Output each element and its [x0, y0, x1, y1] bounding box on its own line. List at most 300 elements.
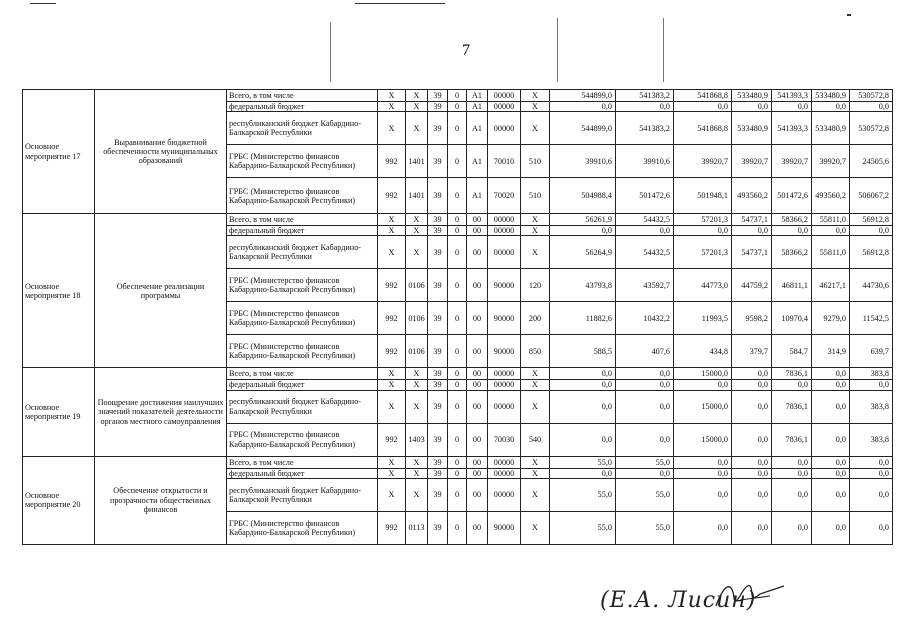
code-cell: Х: [378, 236, 406, 269]
amount-cell: 58366,2: [772, 214, 812, 226]
code-cell: 39: [428, 269, 448, 302]
funding-source: ГРБС (Министерство финансов Кабардино-Балкарской Республики): [227, 511, 378, 544]
code-cell: 120: [521, 269, 550, 302]
amount-cell: 10432,2: [616, 302, 674, 335]
amount-cell: 0,0: [732, 468, 772, 478]
amount-cell: 0,0: [772, 478, 812, 511]
code-cell: 00: [467, 302, 488, 335]
event-label: Основное мероприятие 20: [23, 456, 95, 544]
code-cell: Х: [521, 456, 550, 468]
code-cell: 992: [378, 511, 406, 544]
table-row: [23, 456, 893, 468]
table-row: [23, 90, 893, 102]
code-cell: Х: [521, 368, 550, 380]
code-cell: 992: [378, 145, 406, 178]
amount-cell: 0,0: [550, 226, 616, 236]
code-cell: 00000: [488, 236, 521, 269]
code-cell: 992: [378, 269, 406, 302]
amount-cell: 55,0: [616, 511, 674, 544]
amount-cell: 541393,3: [772, 112, 812, 145]
code-cell: 0: [448, 335, 467, 368]
code-cell: 39: [428, 178, 448, 214]
code-cell: Х: [378, 456, 406, 468]
amount-cell: 0,0: [812, 390, 850, 423]
code-cell: Х: [521, 236, 550, 269]
amount-cell: 44759,2: [732, 269, 772, 302]
amount-cell: 0,0: [850, 478, 893, 511]
funding-source: ГРБС (Министерство финансов Кабардино-Балкарской Республики): [227, 145, 378, 178]
amount-cell: 44730,6: [850, 269, 893, 302]
code-cell: Х: [406, 226, 428, 236]
amount-cell: 0,0: [674, 478, 732, 511]
code-cell: Х: [521, 102, 550, 112]
amount-cell: 501472,6: [616, 178, 674, 214]
amount-cell: 15000,0: [674, 390, 732, 423]
amount-cell: 0,0: [812, 456, 850, 468]
amount-cell: 0,0: [732, 390, 772, 423]
amount-cell: 11542,5: [850, 302, 893, 335]
code-cell: 00: [467, 423, 488, 456]
code-cell: 992: [378, 178, 406, 214]
code-cell: 90000: [488, 335, 521, 368]
code-cell: 39: [428, 511, 448, 544]
amount-cell: 0,0: [812, 368, 850, 380]
amount-cell: 0,0: [812, 226, 850, 236]
amount-cell: 15000,0: [674, 423, 732, 456]
code-cell: Х: [378, 380, 406, 390]
amount-cell: 39920,7: [674, 145, 732, 178]
code-cell: Х: [521, 511, 550, 544]
code-cell: 00000: [488, 478, 521, 511]
code-cell: 90000: [488, 511, 521, 544]
code-cell: 510: [521, 178, 550, 214]
code-cell: Х: [406, 456, 428, 468]
amount-cell: 58366,2: [772, 236, 812, 269]
amount-cell: 57201,3: [674, 214, 732, 226]
amount-cell: 7836,1: [772, 390, 812, 423]
funding-source: республиканский бюджет Кабардино-Балкарской Республики: [227, 112, 378, 145]
amount-cell: 639,7: [850, 335, 893, 368]
code-cell: 200: [521, 302, 550, 335]
amount-cell: 56912,8: [850, 236, 893, 269]
code-cell: А1: [467, 112, 488, 145]
amount-cell: 9279,0: [812, 302, 850, 335]
code-cell: 00: [467, 214, 488, 226]
code-cell: Х: [521, 380, 550, 390]
code-cell: 0106: [406, 335, 428, 368]
amount-cell: 0,0: [674, 380, 732, 390]
amount-cell: 493560,2: [812, 178, 850, 214]
code-cell: 00000: [488, 102, 521, 112]
amount-cell: 55,0: [550, 511, 616, 544]
amount-cell: 501948,1: [674, 178, 732, 214]
code-cell: 39: [428, 423, 448, 456]
amount-cell: 504988,4: [550, 178, 616, 214]
code-cell: 0: [448, 178, 467, 214]
amount-cell: 0,0: [550, 380, 616, 390]
amount-cell: 39920,7: [772, 145, 812, 178]
amount-cell: 0,0: [850, 468, 893, 478]
amount-cell: 0,0: [674, 456, 732, 468]
code-cell: 0106: [406, 269, 428, 302]
amount-cell: 9598,2: [732, 302, 772, 335]
amount-cell: 0,0: [732, 226, 772, 236]
amount-cell: 0,0: [550, 423, 616, 456]
scan-artifact-line: [330, 22, 331, 82]
amount-cell: 39910,6: [550, 145, 616, 178]
code-cell: 39: [428, 380, 448, 390]
code-cell: Х: [406, 390, 428, 423]
amount-cell: 0,0: [732, 456, 772, 468]
code-cell: 0: [448, 368, 467, 380]
code-cell: 1401: [406, 178, 428, 214]
code-cell: 0106: [406, 302, 428, 335]
code-cell: 00: [467, 335, 488, 368]
page-number: 7: [462, 42, 470, 59]
amount-cell: 0,0: [812, 423, 850, 456]
code-cell: Х: [378, 90, 406, 102]
amount-cell: 54432,5: [616, 214, 674, 226]
amount-cell: 0,0: [674, 468, 732, 478]
code-cell: Х: [521, 468, 550, 478]
amount-cell: 55,0: [550, 456, 616, 468]
code-cell: 70030: [488, 423, 521, 456]
code-cell: 992: [378, 423, 406, 456]
signature: (Е.А. Лисин): [600, 588, 757, 613]
amount-cell: 7836,1: [772, 423, 812, 456]
code-cell: 00000: [488, 226, 521, 236]
funding-source: республиканский бюджет Кабардино-Балкарской Республики: [227, 236, 378, 269]
amount-cell: 434,8: [674, 335, 732, 368]
amount-cell: 0,0: [732, 368, 772, 380]
code-cell: Х: [521, 390, 550, 423]
amount-cell: 0,0: [812, 468, 850, 478]
code-cell: 0: [448, 102, 467, 112]
amount-cell: 11882,6: [550, 302, 616, 335]
event-description: Поощрение достижения наилучших значений показателей деятельности органов местного самоуправления: [95, 368, 227, 456]
funding-source: Всего, в том числе: [227, 368, 378, 380]
code-cell: Х: [406, 236, 428, 269]
code-cell: 00000: [488, 456, 521, 468]
event-description: Обеспечение реализации программы: [95, 214, 227, 368]
funding-source: Всего, в том числе: [227, 90, 378, 102]
funding-source: федеральный бюджет: [227, 226, 378, 236]
funding-source: Всего, в том числе: [227, 214, 378, 226]
amount-cell: 533480,9: [732, 90, 772, 102]
amount-cell: 0,0: [732, 102, 772, 112]
code-cell: 0: [448, 236, 467, 269]
code-cell: 0: [448, 90, 467, 102]
funding-source: республиканский бюджет Кабардино-Балкарской Республики: [227, 478, 378, 511]
amount-cell: 0,0: [550, 368, 616, 380]
code-cell: 00: [467, 368, 488, 380]
code-cell: Х: [406, 468, 428, 478]
code-cell: 39: [428, 302, 448, 335]
amount-cell: 43793,8: [550, 269, 616, 302]
funding-source: федеральный бюджет: [227, 468, 378, 478]
amount-cell: 0,0: [674, 511, 732, 544]
amount-cell: 0,0: [616, 102, 674, 112]
table-row: [23, 368, 893, 380]
code-cell: Х: [521, 90, 550, 102]
code-cell: Х: [378, 368, 406, 380]
code-cell: 39: [428, 468, 448, 478]
code-cell: Х: [406, 368, 428, 380]
amount-cell: 383,8: [850, 423, 893, 456]
code-cell: Х: [406, 112, 428, 145]
amount-cell: 314,9: [812, 335, 850, 368]
code-cell: 39: [428, 236, 448, 269]
code-cell: 0113: [406, 511, 428, 544]
scan-artifact-line: [847, 14, 851, 16]
amount-cell: 0,0: [616, 368, 674, 380]
code-cell: 0: [448, 214, 467, 226]
code-cell: 00: [467, 390, 488, 423]
amount-cell: 39920,7: [732, 145, 772, 178]
code-cell: Х: [521, 226, 550, 236]
event-description: Выравнивание бюджетной обеспеченности муниципальных образований: [95, 90, 227, 214]
event-label: Основное мероприятие 17: [23, 90, 95, 214]
code-cell: Х: [378, 112, 406, 145]
budget-table: [22, 89, 893, 545]
code-cell: А1: [467, 145, 488, 178]
amount-cell: 0,0: [772, 468, 812, 478]
code-cell: 39: [428, 112, 448, 145]
amount-cell: 544899,0: [550, 112, 616, 145]
code-cell: 0: [448, 380, 467, 390]
code-cell: 0: [448, 478, 467, 511]
amount-cell: 541393,3: [772, 90, 812, 102]
amount-cell: 0,0: [850, 511, 893, 544]
code-cell: 00: [467, 269, 488, 302]
amount-cell: 46217,1: [812, 269, 850, 302]
event-description: Обеспечение открытости и прозрачности общественных финансов: [95, 456, 227, 544]
amount-cell: 588,5: [550, 335, 616, 368]
code-cell: 39: [428, 226, 448, 236]
amount-cell: 11993,5: [674, 302, 732, 335]
code-cell: Х: [378, 102, 406, 112]
amount-cell: 544899,0: [550, 90, 616, 102]
amount-cell: 541868,8: [674, 112, 732, 145]
amount-cell: 0,0: [732, 423, 772, 456]
amount-cell: 54432,5: [616, 236, 674, 269]
amount-cell: 0,0: [616, 468, 674, 478]
amount-cell: 54737,1: [732, 236, 772, 269]
funding-source: республиканский бюджет Кабардино-Балкарской Республики: [227, 390, 378, 423]
code-cell: 00: [467, 468, 488, 478]
amount-cell: 541383,2: [616, 112, 674, 145]
code-cell: А1: [467, 178, 488, 214]
amount-cell: 55811,0: [812, 214, 850, 226]
code-cell: Х: [406, 380, 428, 390]
code-cell: 992: [378, 335, 406, 368]
amount-cell: 0,0: [550, 468, 616, 478]
funding-source: ГРБС (Министерство финансов Кабардино-Балкарской Республики): [227, 335, 378, 368]
code-cell: 0: [448, 390, 467, 423]
amount-cell: 533480,9: [732, 112, 772, 145]
amount-cell: 0,0: [616, 380, 674, 390]
scan-artifact-line: [355, 3, 445, 4]
amount-cell: 379,7: [732, 335, 772, 368]
amount-cell: 0,0: [812, 478, 850, 511]
amount-cell: 584,7: [772, 335, 812, 368]
amount-cell: 0,0: [850, 456, 893, 468]
code-cell: Х: [378, 478, 406, 511]
scan-artifact-line: [663, 18, 664, 82]
code-cell: 00000: [488, 468, 521, 478]
code-cell: 00000: [488, 390, 521, 423]
amount-cell: 0,0: [850, 226, 893, 236]
code-cell: 540: [521, 423, 550, 456]
amount-cell: 541868,8: [674, 90, 732, 102]
amount-cell: 55,0: [550, 478, 616, 511]
code-cell: 00: [467, 456, 488, 468]
funding-source: ГРБС (Министерство финансов Кабардино-Балкарской Республики): [227, 178, 378, 214]
code-cell: 0: [448, 269, 467, 302]
table-row: [23, 214, 893, 226]
code-cell: 0: [448, 456, 467, 468]
funding-source: ГРБС (Министерство финансов Кабардино-Балкарской Республики): [227, 269, 378, 302]
amount-cell: 383,8: [850, 368, 893, 380]
amount-cell: 0,0: [674, 226, 732, 236]
code-cell: Х: [406, 214, 428, 226]
amount-cell: 0,0: [732, 478, 772, 511]
code-cell: 39: [428, 478, 448, 511]
code-cell: 00: [467, 478, 488, 511]
code-cell: 39: [428, 102, 448, 112]
code-cell: Х: [406, 90, 428, 102]
amount-cell: 0,0: [772, 511, 812, 544]
table-body: [23, 90, 893, 545]
amount-cell: 54737,1: [732, 214, 772, 226]
code-cell: 1401: [406, 145, 428, 178]
code-cell: А1: [467, 102, 488, 112]
code-cell: 70010: [488, 145, 521, 178]
amount-cell: 10970,4: [772, 302, 812, 335]
code-cell: Х: [378, 390, 406, 423]
amount-cell: 0,0: [812, 380, 850, 390]
amount-cell: 530572,8: [850, 90, 893, 102]
code-cell: Х: [406, 478, 428, 511]
amount-cell: 46811,1: [772, 269, 812, 302]
code-cell: 39: [428, 335, 448, 368]
amount-cell: 56264,9: [550, 236, 616, 269]
amount-cell: 530572,8: [850, 112, 893, 145]
scan-artifact-line: [557, 18, 558, 82]
code-cell: 00000: [488, 380, 521, 390]
amount-cell: 39920,7: [812, 145, 850, 178]
funding-source: Всего, в том числе: [227, 456, 378, 468]
code-cell: 0: [448, 423, 467, 456]
code-cell: 00000: [488, 112, 521, 145]
code-cell: Х: [378, 214, 406, 226]
code-cell: 39: [428, 368, 448, 380]
amount-cell: 0,0: [772, 380, 812, 390]
amount-cell: 55811,0: [812, 236, 850, 269]
amount-cell: 407,6: [616, 335, 674, 368]
amount-cell: 7836,1: [772, 368, 812, 380]
signature-scribble: [710, 576, 790, 616]
amount-cell: 56912,8: [850, 214, 893, 226]
code-cell: 39: [428, 214, 448, 226]
amount-cell: 0,0: [772, 456, 812, 468]
code-cell: Х: [521, 112, 550, 145]
amount-cell: 0,0: [616, 390, 674, 423]
code-cell: 0: [448, 226, 467, 236]
amount-cell: 501472,6: [772, 178, 812, 214]
amount-cell: 39910,6: [616, 145, 674, 178]
amount-cell: 0,0: [732, 380, 772, 390]
amount-cell: 0,0: [550, 102, 616, 112]
event-label: Основное мероприятие 19: [23, 368, 95, 456]
code-cell: 0: [448, 145, 467, 178]
code-cell: 39: [428, 90, 448, 102]
amount-cell: 493560,2: [732, 178, 772, 214]
funding-source: федеральный бюджет: [227, 102, 378, 112]
amount-cell: 0,0: [772, 102, 812, 112]
amount-cell: 0,0: [732, 511, 772, 544]
code-cell: 510: [521, 145, 550, 178]
code-cell: Х: [378, 226, 406, 236]
amount-cell: 0,0: [616, 226, 674, 236]
amount-cell: 15000,0: [674, 368, 732, 380]
amount-cell: 44773,0: [674, 269, 732, 302]
code-cell: А1: [467, 90, 488, 102]
code-cell: Х: [521, 478, 550, 511]
code-cell: 00: [467, 226, 488, 236]
code-cell: 0: [448, 302, 467, 335]
code-cell: Х: [406, 102, 428, 112]
amount-cell: 24505,6: [850, 145, 893, 178]
event-label: Основное мероприятие 18: [23, 214, 95, 368]
amount-cell: 55,0: [616, 456, 674, 468]
amount-cell: 383,8: [850, 390, 893, 423]
code-cell: 992: [378, 302, 406, 335]
code-cell: 00: [467, 236, 488, 269]
code-cell: 90000: [488, 302, 521, 335]
scan-artifact-line: [30, 3, 56, 4]
amount-cell: 56261,9: [550, 214, 616, 226]
code-cell: Х: [378, 468, 406, 478]
amount-cell: 533480,9: [812, 112, 850, 145]
funding-source: ГРБС (Министерство финансов Кабардино-Балкарской Республики): [227, 302, 378, 335]
code-cell: 0: [448, 112, 467, 145]
code-cell: 00: [467, 511, 488, 544]
amount-cell: 43592,7: [616, 269, 674, 302]
code-cell: 00000: [488, 90, 521, 102]
amount-cell: 0,0: [850, 380, 893, 390]
amount-cell: 0,0: [616, 423, 674, 456]
code-cell: 70020: [488, 178, 521, 214]
amount-cell: 55,0: [616, 478, 674, 511]
amount-cell: 0,0: [850, 102, 893, 112]
code-cell: 00: [467, 380, 488, 390]
amount-cell: 57201,3: [674, 236, 732, 269]
code-cell: 0: [448, 511, 467, 544]
amount-cell: 506067,2: [850, 178, 893, 214]
code-cell: 00000: [488, 214, 521, 226]
funding-source: ГРБС (Министерство финансов Кабардино-Балкарской Республики): [227, 423, 378, 456]
code-cell: 39: [428, 145, 448, 178]
amount-cell: 541383,2: [616, 90, 674, 102]
amount-cell: 533480,9: [812, 90, 850, 102]
funding-source: федеральный бюджет: [227, 380, 378, 390]
amount-cell: 0,0: [812, 511, 850, 544]
code-cell: Х: [521, 214, 550, 226]
code-cell: 90000: [488, 269, 521, 302]
code-cell: 1403: [406, 423, 428, 456]
code-cell: 00000: [488, 368, 521, 380]
